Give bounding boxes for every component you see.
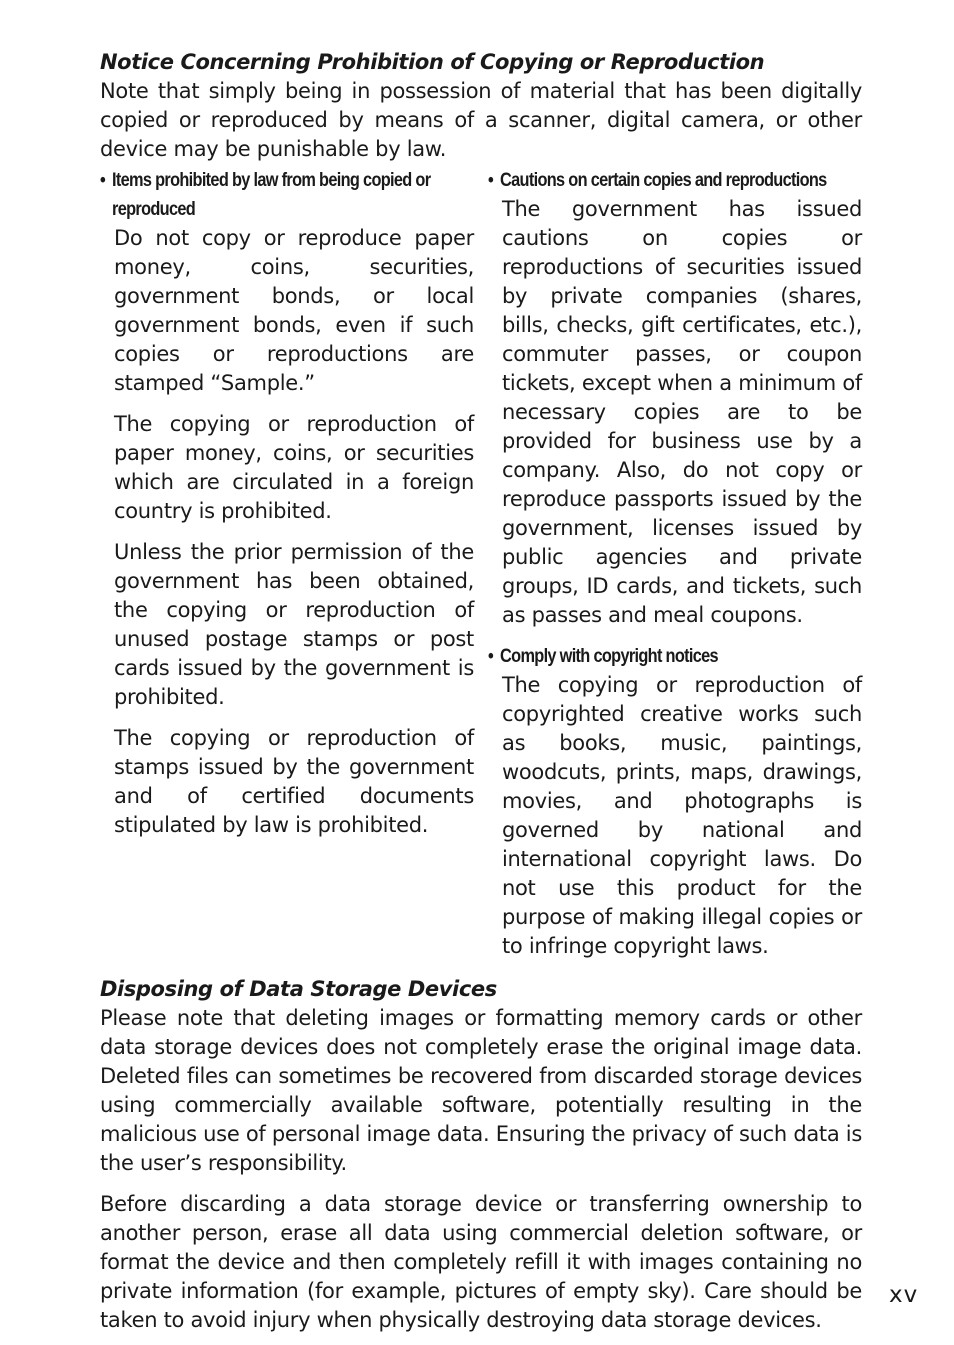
prohibited-items-body	[100, 224, 474, 840]
document-page	[100, 48, 862, 1335]
left-column	[100, 166, 474, 961]
cautions-block	[488, 166, 862, 630]
notice-intro: Note that simply being in possession of material that has been digitally copied or reproduced by means of a scanner, digital camera, or other device may be punishable by law.	[100, 79, 862, 161]
cautions-heading	[488, 166, 873, 195]
prohibited-paragraph: Do not copy or reproduce paper money, coins, securities, government bonds, or local government bonds, even if such copies or reproductions are stamped “Sample.”	[114, 226, 474, 395]
copyright-heading-text: Comply with copyright notices	[500, 646, 718, 667]
bullet-icon: •	[100, 170, 106, 191]
prohibited-items-block	[100, 166, 474, 840]
bullet-icon: •	[488, 170, 494, 191]
disposing-section	[100, 975, 862, 1335]
copyright-heading	[488, 642, 873, 671]
copyright-block	[488, 642, 862, 961]
notice-title: Notice Concerning Prohibition of Copying or Reproduction	[100, 50, 765, 74]
right-column	[488, 166, 862, 961]
cautions-heading-text: Cautions on certain copies and reproductions	[500, 170, 827, 191]
cautions-text: The government has issued cautions on copies or reproductions of securities issued by private companies (shares, bills, checks, gift certificates, etc.), commuter passes, or coupon tickets, except when a minimum of necessary copies are to be provided for business use by a company. Also, do not copy or reproduce passports issued by the government, licenses issued by public agencies and private groups, ID cards, and tickets, such as passes and meal coupons.	[502, 197, 862, 627]
disposing-paragraph: Before discarding a data storage device or transferring ownership to another person, erase all data using commercial deletion software, or format the device and then completely refill it with images containing no private information (for example, pictures of empty sky). Care should be taken to avoid injury when physically destroying data storage devices.	[100, 1192, 862, 1332]
prohibited-paragraph: The copying or reproduction of paper money, coins, or securities which are circulated in a foreign country is prohibited.	[114, 412, 474, 523]
bullet-icon: •	[488, 646, 494, 667]
cautions-body	[488, 195, 862, 630]
two-column-section	[100, 166, 862, 961]
disposing-paragraph: Please note that deleting images or formatting memory cards or other data storage devices does not completely erase the original image data. Deleted files can sometimes be recovered from discarded storage devices using commercially available software, potentially resulting in the malicious use of personal image data. Ensuring the privacy of such data is the user’s responsibility.	[100, 1006, 862, 1175]
copyright-text: The copying or reproduction of copyrighted creative works such as books, music, paintings, woodcuts, prints, maps, drawings, movies, and photographs is governed by national and international copyright laws. Do not use this product for the purpose of making illegal copies or to infringe copyright laws.	[502, 673, 862, 958]
prohibited-paragraph: The copying or reproduction of stamps issued by the government and of certified documents stipulated by law is prohibited.	[114, 726, 474, 837]
prohibited-items-heading	[100, 166, 485, 224]
page-number: xv	[889, 1282, 919, 1308]
prohibited-paragraph: Unless the prior permission of the government has been obtained, the copying or reproduction of unused postage stamps or post cards issued by the government is prohibited.	[114, 540, 474, 709]
prohibited-items-heading-text: Items prohibited by law from being copied or reproduced	[112, 170, 431, 220]
disposing-title: Disposing of Data Storage Devices	[100, 977, 497, 1001]
copyright-body	[488, 671, 862, 961]
